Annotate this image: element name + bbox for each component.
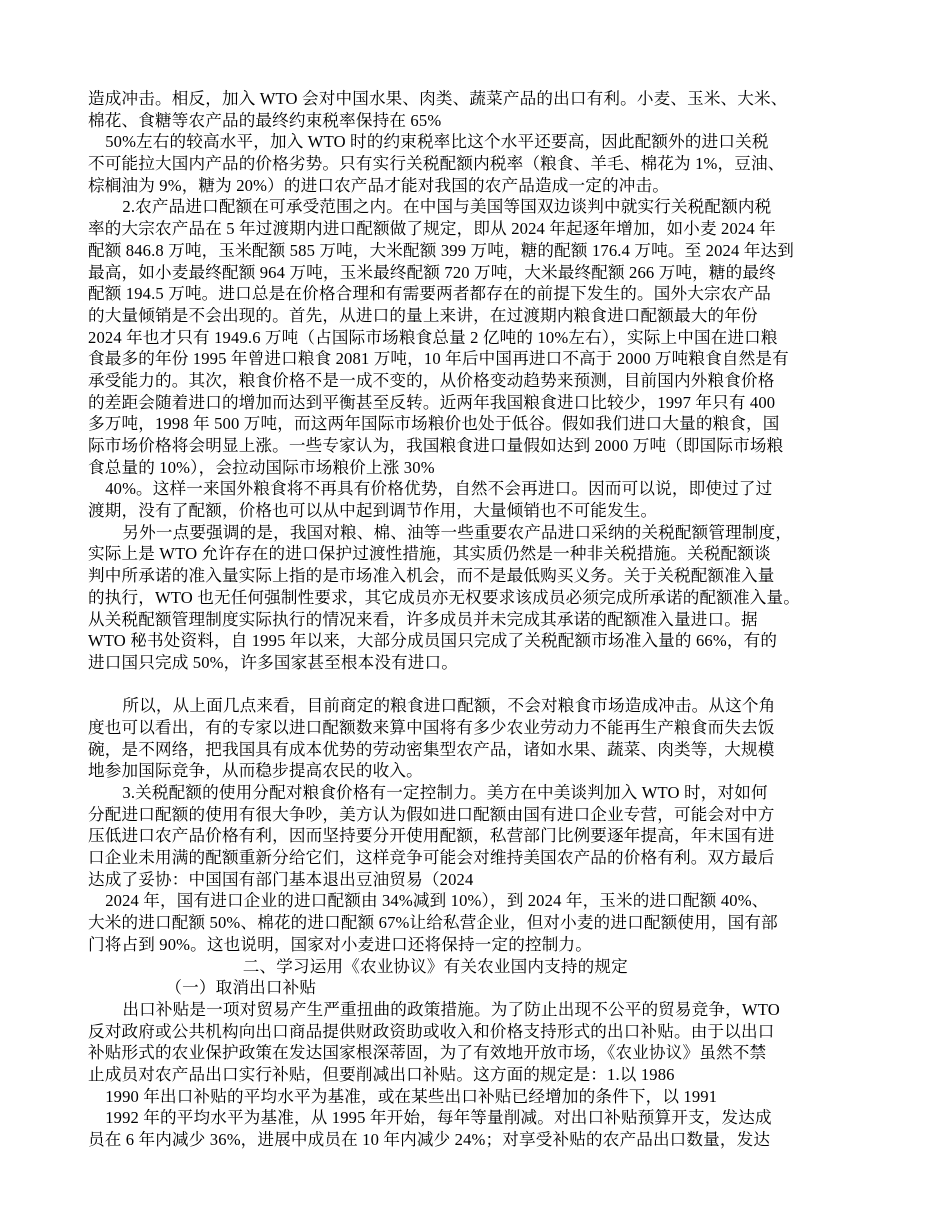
text-line: 度也可以看出，有的专家以进口配额数来算中国将有多少农业劳动力不能再生产粮食而失去饭	[88, 717, 775, 737]
text-line: 大米的进口配额 50%、棉花的进口配额 67%让给私营企业，但对小麦的进口配额使用，国有部	[88, 913, 778, 933]
text-line: 门将占到 90%。这也说明，国家对小麦进口还将保持一定的控制力。	[88, 934, 592, 954]
text-line: 2.农产品进口配额在可承受范围之内。在中国与美国等国双边谈判中就实行关税配额内税	[88, 197, 772, 217]
text-line: 不可能拉大国内产品的价格劣势。只有实行关税配额内税率（粮食、羊毛、棉花为 1%，豆油、	[88, 154, 785, 174]
text-line: 40%。这样一来国外粮食将不再具有价格优势，自然不会再进口。因而可以说，即使过了过	[88, 479, 773, 499]
text-line: 际市场价格将会明显上涨。一些专家认为，我国粮食进口量假如达到 2000 万吨（即国际市场粮	[88, 436, 784, 455]
text-line: 地参加国际竞争，从而稳步提高农民的收入。	[88, 761, 423, 781]
text-line: 3.关税配额的使用分配对粮食价格有一定控制力。美方在中美谈判加入 WTO 时，对如何	[88, 783, 768, 802]
text-line: 50%左右的较高水平，加入 WTO 时的约束税率比这个水平还要高，因此配额外的进口关税	[88, 132, 769, 152]
text-line: 出口补贴是一项对贸易产生严重扭曲的政策措施。为了防止出现不公平的贸易竞争，WTO	[88, 999, 780, 1019]
text-line: WTO 秘书处资料，自 1995 年以来，大部分成员国只完成了关税配额市场准入量的 66%，有的	[88, 631, 778, 651]
text-line: 补贴形式的农业保护政策在发达国家根深蒂固，为了有效地开放市场，《农业协议》虽然不禁	[88, 1043, 767, 1063]
text-line: 分配进口配额的使用有很大争吵，美方认为假如进口配额由国有进口企业专营，可能会对中方	[88, 804, 775, 824]
text-line: 1990 年出口补贴的平均水平为基准，或在某些出口补贴已经增加的条件下，以 1991	[88, 1086, 718, 1106]
text-line: 员在 6 年内减少 36%，进展中成员在 10 年内减少 24%；对享受补贴的农产品出口数量，发达	[88, 1130, 771, 1149]
text-line: 的执行，WTO 也无任何强制性要求，其它成员亦无权要求该成员必须完成所承诺的配额准入量。	[88, 587, 800, 607]
text-line: 所以，从上面几点来看，目前商定的粮食进口配额，不会对粮食市场造成冲击。从这个角	[88, 696, 776, 716]
text-line: 止成员对农产品出口实行补贴，但要削减出口补贴。这方面的规定是：1.以 1986	[88, 1064, 675, 1084]
text-line: 实际上是 WTO 允许存在的进口保护过渡性措施，其实质仍然是一种非关税措施。关税配额谈	[88, 544, 771, 564]
text-line: 多万吨，1998 年 500 万吨，而这两年国际市场粮价也处于低谷。假如我们进口大量的粮食，国	[88, 414, 780, 434]
text-line: 碗，是不网络，把我国具有成本优势的劳动密集型农产品，诸如水果、蔬菜、肉类等，大规模	[88, 739, 775, 759]
text-line: 的差距会随着进口的增加而达到平衡甚至反转。近两年我国粮食进口比较少，1997 年只有 400	[88, 392, 776, 412]
text-line: 棉花、食糖等农产品的最终约束税率保持在 65%	[88, 110, 442, 130]
text-line: 另外一点要强调的是，我国对粮、棉、油等一些重要农产品进口采纳的关税配额管理制度，	[88, 522, 793, 542]
text-line: 配额 846.8 万吨，玉米配额 585 万吨，大米配额 399 万吨，糖的配额 176.4 万吨。至 2024 年达到	[88, 240, 794, 260]
text-line: 达成了妥协：中国国有部门基本退出豆油贸易（2024	[88, 869, 474, 889]
text-line: 判中所承诺的准入量实际上指的是市场准入机会，而不是最低购买义务。关于关税配额准入量	[88, 566, 775, 586]
text-line	[88, 674, 868, 696]
document-page	[88, 88, 868, 1151]
text-line: 2024 年，国有进口企业的进口配额由 34%减到 10%），到 2024 年，玉米的进口配额 40%、	[88, 891, 769, 911]
text-line: 最高，如小麦最终配额 964 万吨，玉米最终配额 720 万吨，大米最终配额 266 万吨，糖的最终	[88, 262, 776, 282]
text-line: 进口国只完成 50%，许多国家甚至根本没有进口。	[88, 652, 459, 672]
text-line: 的大量倾销是不会出现的。首先，从进口的量上来讲，在过渡期内粮食进口配额最大的年份	[88, 305, 758, 325]
text-line: 1992 年的平均水平为基准，从 1995 年开始，每年等量削减。对出口补贴预算开支，发达成	[88, 1108, 772, 1128]
text-line: 棕榈油为 9%，糖为 20%）的进口农产品才能对我国的农产品造成一定的冲击。	[88, 175, 669, 195]
text-line: 造成冲击。相反，加入 WTO 会对中国水果、肉类、蔬菜产品的出口有利。小麦、玉米、大米、	[88, 89, 788, 108]
text-line: 配额 194.5 万吨。进口总是在价格合理和有需要两者都存在的前提下发生的。国外大宗农产品	[88, 284, 771, 304]
text-line: 从关税配额管理制度实际执行的情况来看，许多成员并未完成其承诺的配额准入量进口。据	[88, 609, 758, 629]
text-line: 食总量的 10%），会拉动国际市场粮价上涨 30%	[88, 457, 435, 477]
text-line: 压低进口农产品价格有利，因而坚持要分开使用配额，私营部门比例要逐年提高，年末国有进	[88, 826, 775, 846]
text-line: （一）取消出口补贴	[88, 978, 317, 998]
text-line: 承受能力的。其次，粮食价格不是一成不变的，从价格变动趋势来预测，目前国内外粮食价格	[88, 370, 775, 390]
text-line: 食最多的年份 1995 年曾进口粮食 2081 万吨，10 年后中国再进口不高于 2000 万吨粮食自然是有	[88, 349, 789, 369]
text-line: 率的大宗农产品在 5 年过渡期内进口配额做了规定，即从 2024 年起逐年增加，如小麦 2024 年	[88, 219, 776, 239]
text-line: 2024 年也才只有 1949.6 万吨（占国际市场粮食总量 2 亿吨的 10%左右），实际上中国在进口粮	[88, 327, 778, 347]
text-line: 渡期，没有了配额，价格也可以从中起到调节作用，大量倾销也不可能发生。	[88, 501, 658, 521]
text-line: 二、学习运用《农业协议》有关农业国内支持的规定	[88, 956, 628, 976]
text-line: 口企业未用满的配额重新分给它们，这样竞争可能会对维持美国农产品的价格有利。双方最后	[88, 848, 775, 868]
text-line: 反对政府或公共机构向出口商品提供财政资助或收入和价格支持形式的出口补贴。由于以出口	[88, 1021, 775, 1041]
